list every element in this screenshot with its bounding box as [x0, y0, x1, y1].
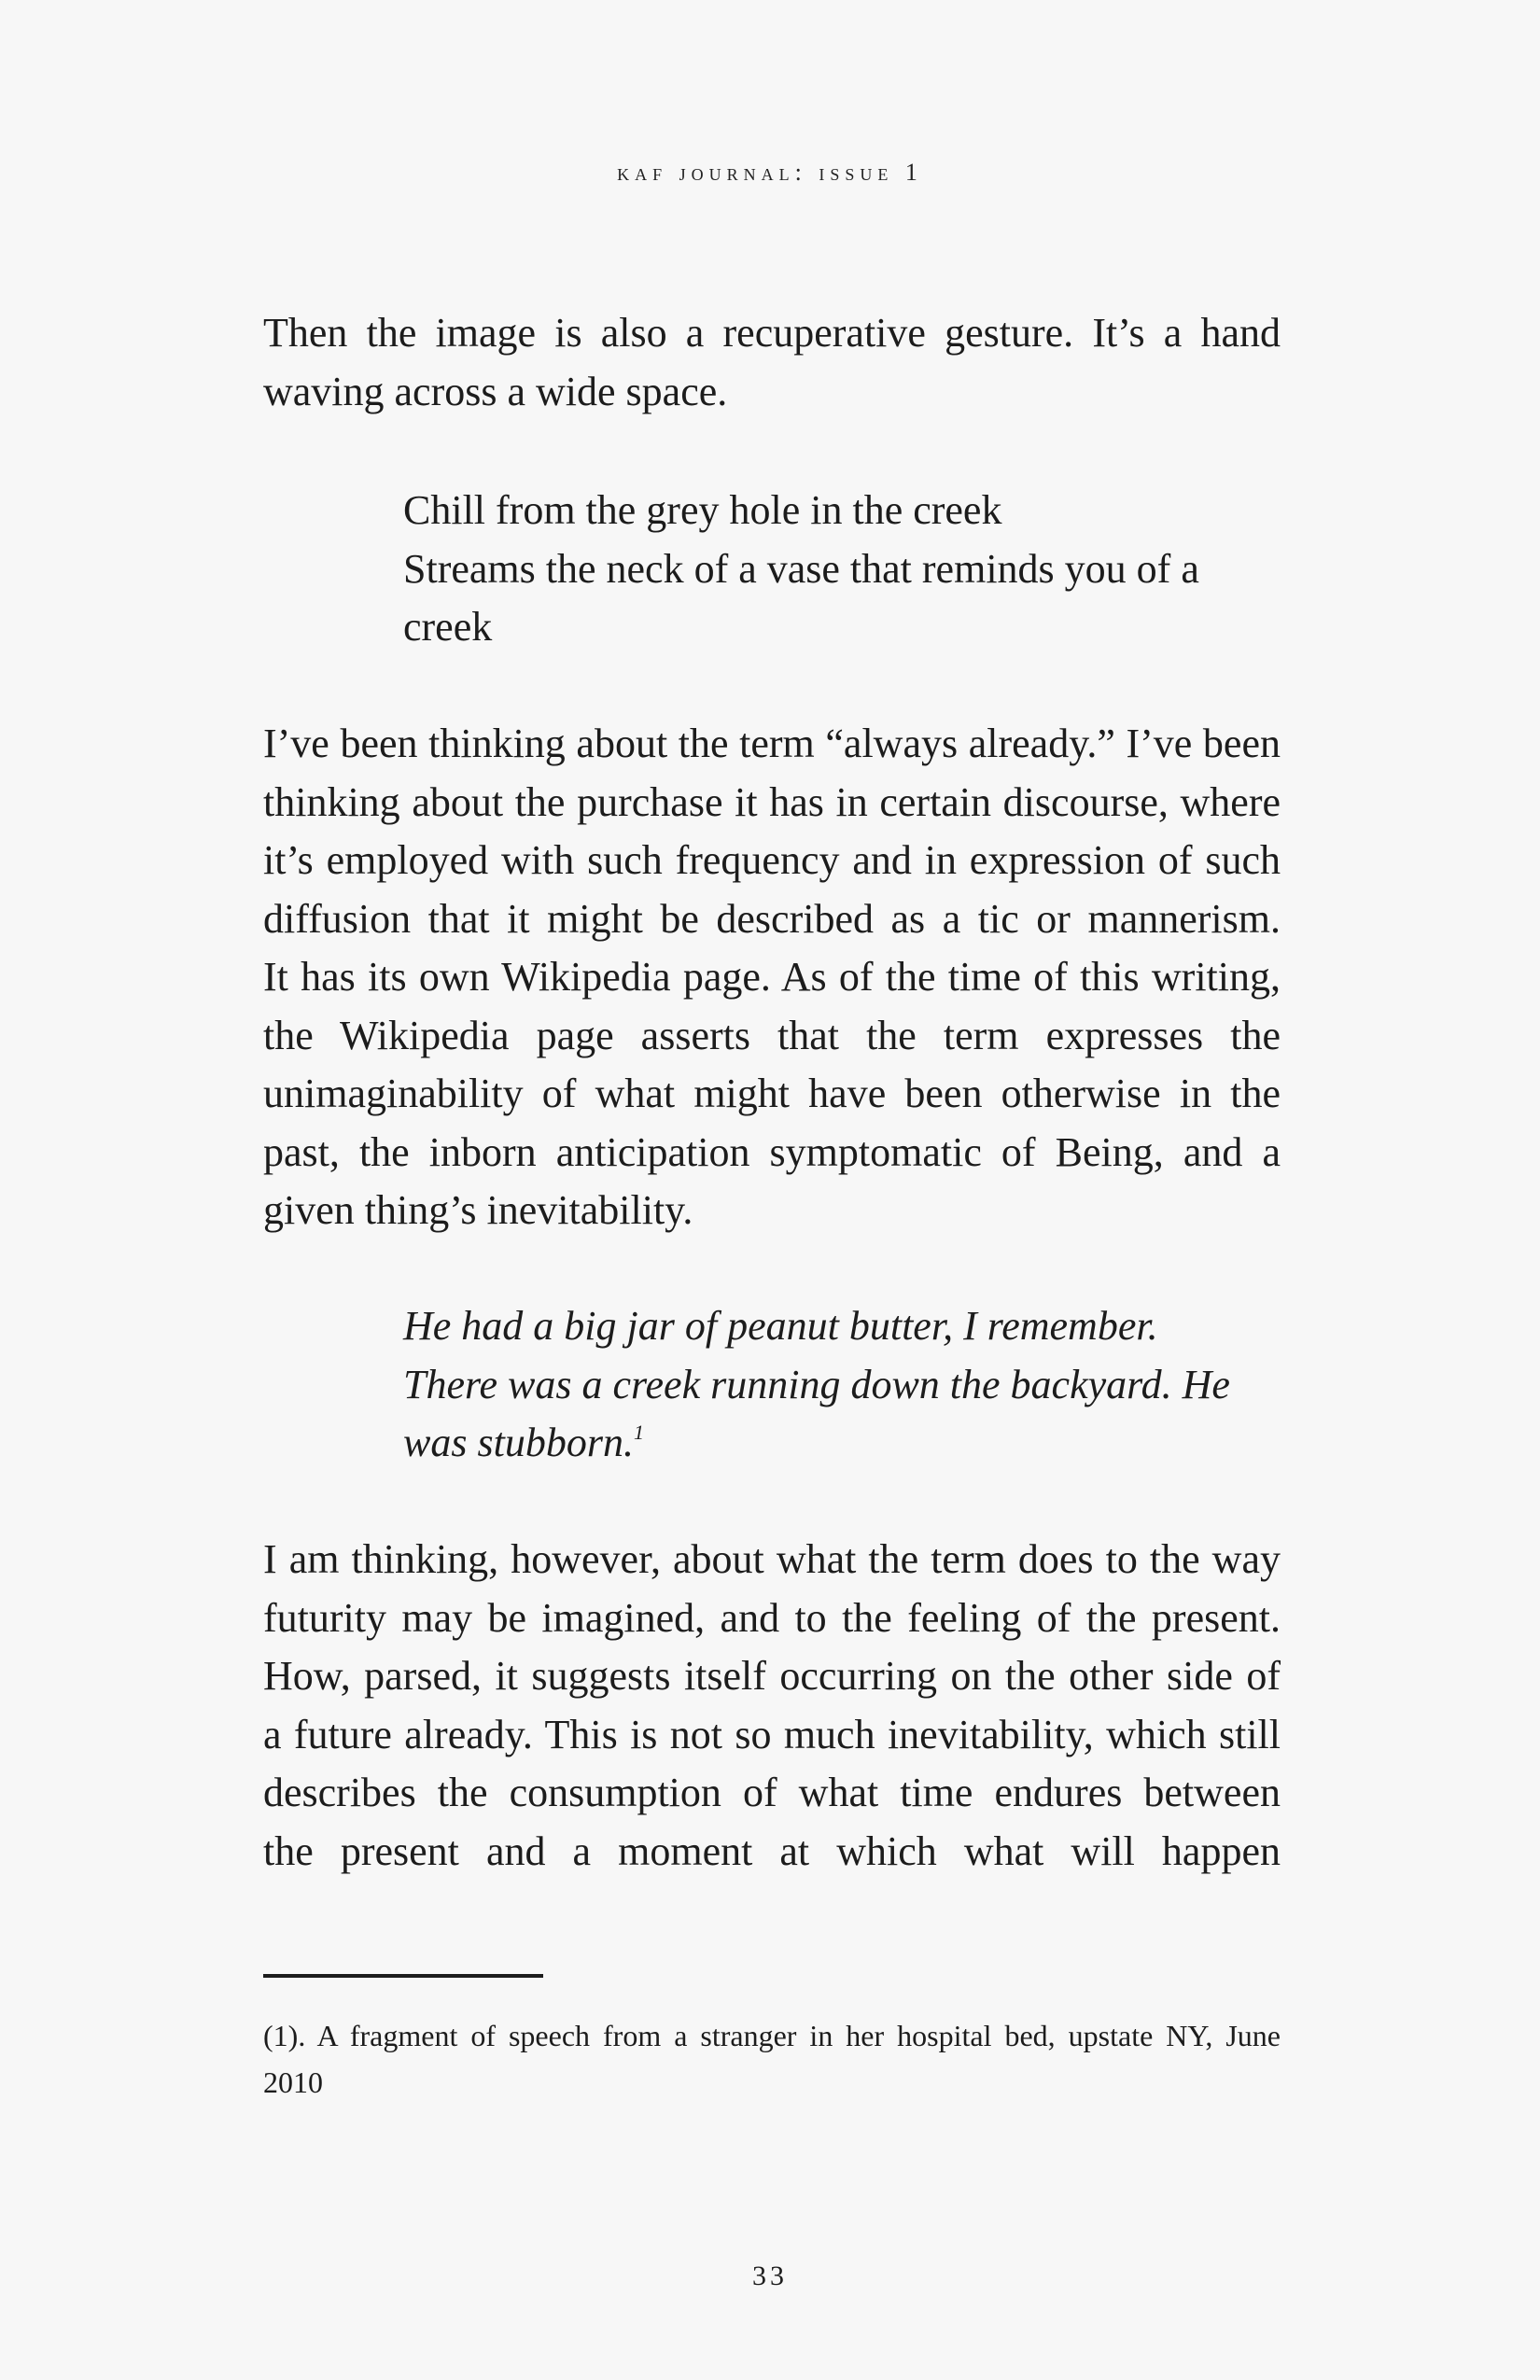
- paragraph-line: thinking about the purchase it has in certain discourse, where: [263, 778, 1281, 825]
- paragraph-line: the Wikipedia page asserts that the term expresses the: [263, 1012, 1281, 1058]
- verse-line: He had a big jar of peanut butter, I remember.: [403, 1303, 1158, 1349]
- running-header: kaf journal: issue 1: [617, 159, 923, 186]
- paragraph-line: unimaginability of what might have been otherwise in the: [263, 1071, 1281, 1116]
- verse-line: Chill from the grey hole in the creek: [403, 487, 1002, 533]
- verse-line: [403, 1414, 1281, 1473]
- footnote-marker[interactable]: 1: [633, 1421, 644, 1444]
- paragraph-line: futurity may be imagined, and to the feeling of the present.: [263, 1594, 1281, 1641]
- paragraph-line: past, the inborn anticipation symptomatic of Being, and a: [263, 1128, 1281, 1175]
- paragraph-line: describes the consumption of what time endures between: [263, 1770, 1281, 1815]
- paragraph-2: [263, 715, 1281, 1240]
- verse-block-1: [403, 482, 1281, 657]
- paragraph-line: a future already. This is not so much inevitability, which still: [263, 1711, 1281, 1757]
- footnote-line: 2010: [263, 2065, 323, 2099]
- footnote-divider: [263, 1974, 543, 1978]
- paragraph-line: I am thinking, however, about what the term does to the way: [263, 1536, 1281, 1582]
- verse-line: There was a creek running down the backyard. He: [403, 1361, 1230, 1407]
- verse-line-text: was stubborn.: [403, 1420, 634, 1465]
- paragraph-line: diffusion that it might be described as a tic or mannerism.: [263, 895, 1281, 942]
- paragraph-line: How, parsed, it suggests itself occurring on the other side of: [263, 1653, 1281, 1699]
- footnote: [263, 2012, 1281, 2106]
- paragraph-line: given thing’s inevitability.: [263, 1187, 693, 1233]
- paragraph-line: the present and a moment at which what will happen: [263, 1827, 1281, 1874]
- paragraph-line: it’s employed with such frequency and in expression of such: [263, 837, 1281, 883]
- paragraph-line: I’ve been thinking about the term “always already.” I’ve been: [263, 721, 1281, 766]
- paragraph-line: Then the image is also a recuperative gesture. It’s a hand: [263, 310, 1281, 356]
- paragraph-1: [263, 304, 1281, 421]
- paragraph-line: It has its own Wikipedia page. As of the time of this writing,: [263, 954, 1281, 1000]
- paragraph-3: [263, 1531, 1281, 1881]
- footnote-line: (1). A fragment of speech from a stranger in her hospital bed, upstate NY, June: [263, 2019, 1281, 2052]
- page-number: 33: [752, 2261, 788, 2291]
- verse-line: Streams the neck of a vase that reminds you of a: [403, 545, 1199, 592]
- verse-line: creek: [403, 604, 493, 650]
- verse-block-2: [403, 1297, 1281, 1473]
- paragraph-line: waving across a wide space.: [263, 368, 728, 414]
